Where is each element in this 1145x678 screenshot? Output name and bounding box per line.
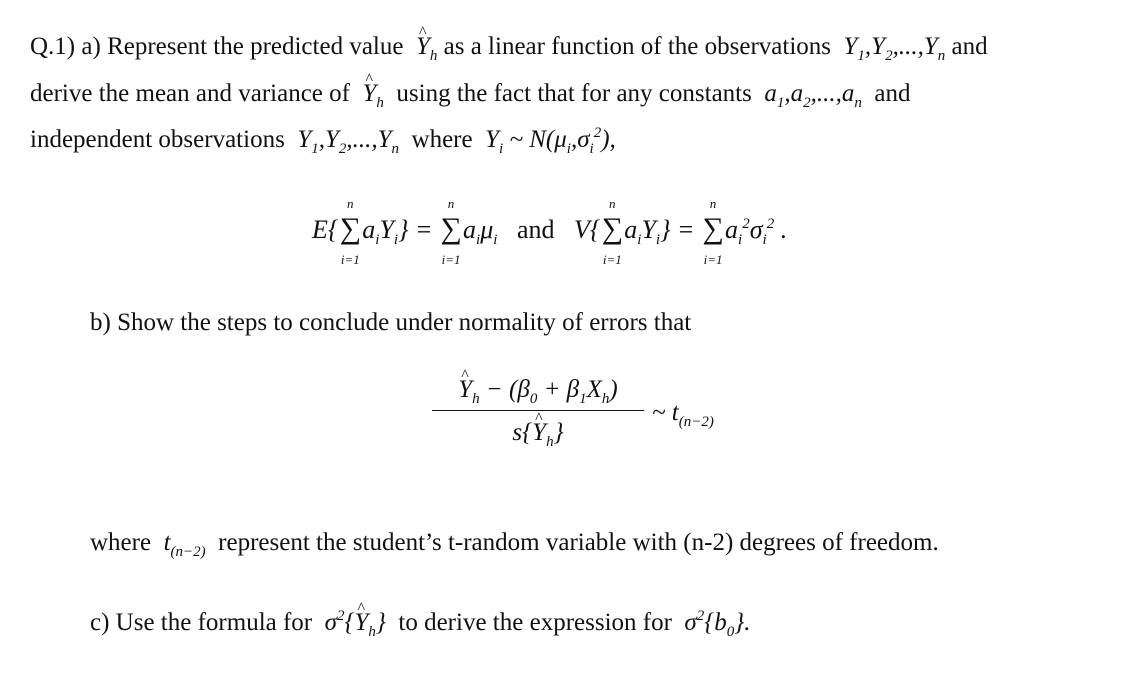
equation-and: and: [516, 215, 555, 244]
t-symbol: $t_{(n-2)}$: [157, 529, 206, 560]
part-b-where-line: [90, 528, 939, 558]
predicted-y-symbol: ^ $Y_h$: [410, 33, 438, 60]
variance-yh-symbol: $\sigma^2\{\^{}$ $Y_h$}: [318, 609, 392, 636]
constants-symbols: $a_1,a_2,...,a_n$: [758, 80, 862, 111]
part-b-text: b) Show the steps to conclude under normality of errors that: [90, 309, 692, 336]
t-statistic-fraction: [432, 370, 644, 451]
part-b-where-rest: represent the student’s t-random variable with (n-2) degrees of freedom.: [218, 529, 939, 556]
line3-start: independent observations: [30, 126, 285, 153]
fraction-denominator: s{^ $Y_h$}: [432, 411, 644, 451]
question-line-1: [30, 32, 988, 62]
question-line-3: [30, 125, 616, 155]
part-c-mid: to derive the expression for: [398, 609, 672, 636]
part-c-line: [90, 608, 751, 638]
line2-mid: using the fact that for any constants: [396, 80, 752, 107]
sum-symbol-3: ∑ n i=1: [601, 196, 623, 267]
sum-symbol-4: ∑ n i=1: [702, 196, 724, 267]
observations-symbols-2: $Y_1,Y_2,...,Y_n$: [291, 126, 400, 157]
sum-symbol-2: ∑ n i=1: [440, 196, 462, 267]
and-word-1: and: [951, 33, 988, 60]
expectation-variance-equation: E{∑ n i=1 $a_iY_i$} = ∑ n i=1 $a_i\mu_i$ and V{∑ n i=1 $a_iY_i$} = ∑ n i=1 $a_i^2\sigma_i^2$ .: [312, 196, 788, 267]
fraction-numerator: ^ $Y_h - (\beta_0 + \beta_1X_h)$: [432, 370, 644, 410]
line2-start: derive the mean and variance of: [30, 80, 350, 107]
observations-symbols: $Y_1,Y_2,...,Y_n$: [837, 33, 946, 64]
normal-distribution-formula: $Y_i$ ~ $N(\mu_i,\sigma_i^2)$,: [478, 125, 616, 157]
t-distribution-symbol: ~ $t_{(n-2)}$: [652, 399, 714, 430]
sum-symbol-1: ∑ n i=1: [339, 196, 361, 267]
and-word-2: and: [874, 80, 911, 107]
part-b-line: [90, 308, 691, 338]
where-word: where: [411, 126, 473, 153]
question-label: Q.1) a): [30, 33, 101, 60]
predicted-y-symbol-2: ^ $Y_h$: [356, 80, 390, 107]
line1-mid: as a linear function of the observations: [443, 33, 832, 60]
line1-text: Represent the predicted value: [107, 33, 404, 60]
part-b-where-word: where: [90, 529, 152, 556]
part-c-start: c) Use the formula for: [90, 609, 313, 636]
variance-b0-symbol: $\sigma^2\{b_0\}$.: [678, 608, 751, 640]
question-line-2: [30, 79, 910, 109]
